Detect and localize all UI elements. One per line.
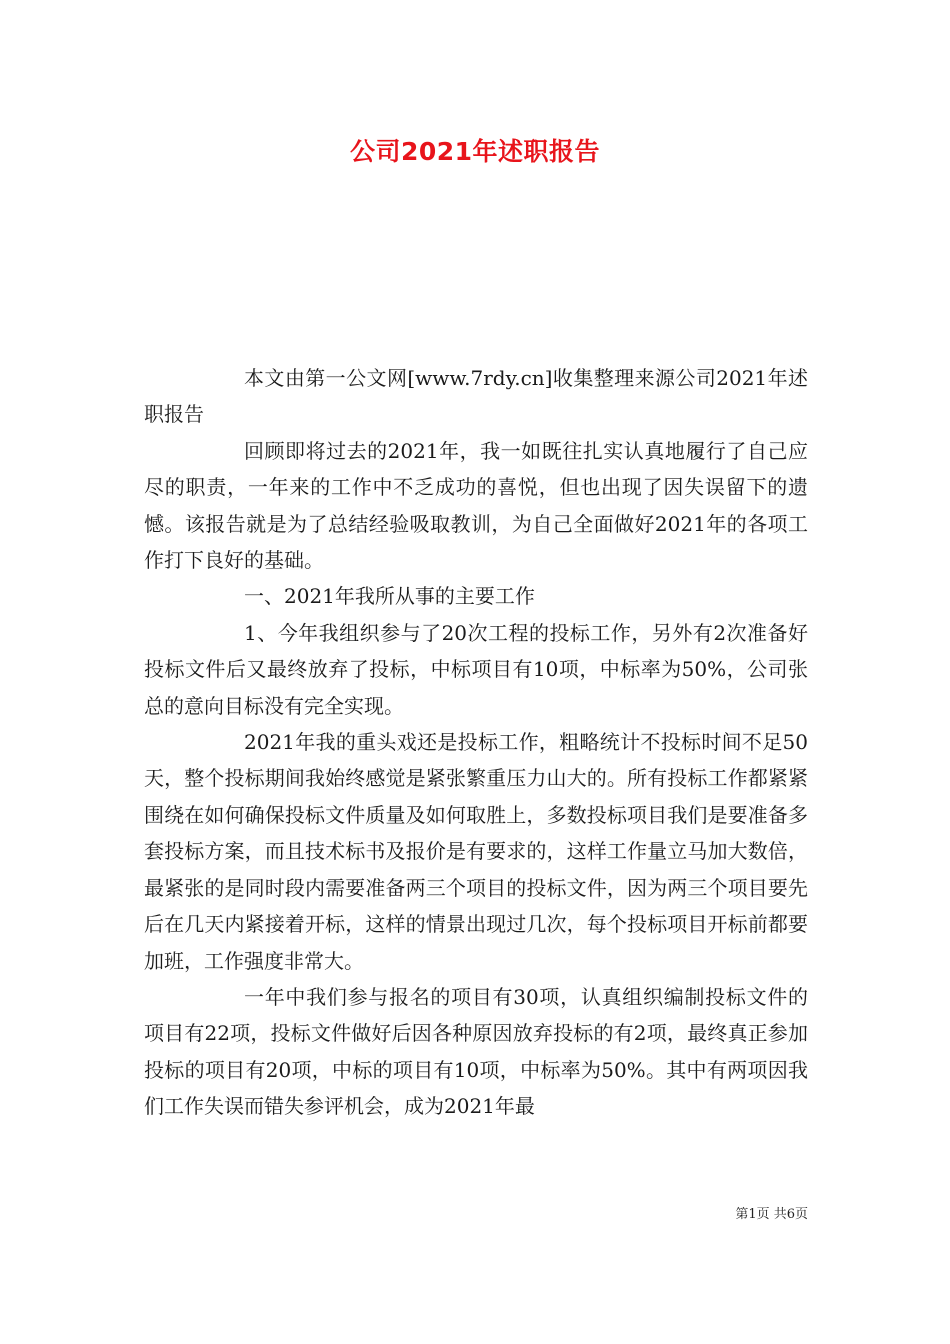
document-body: [144, 360, 808, 1125]
paragraph-bidding-work: 2021年我的重头戏还是投标工作，粗略统计不投标时间不足50天，整个投标期间我始终感觉是紧张繁重压力山大的。所有投标工作都紧紧围绕在如何确保投标文件质量及如何取胜上，多数投标项目我们是要准备多套投标方案，而且技术标书及报价是有要求的，这样工作量立马加大数倍，最紧张的是同时段内需要准备两三个项目的投标文件，因为两三个项目要先后在几天内紧接着开标，这样的情景出现过几次，每个投标项目开标前都要加班，工作强度非常大。: [144, 730, 808, 973]
document-title: 公司2021年述职报告: [349, 137, 601, 166]
page-number: 第1页 共6页: [735, 1207, 808, 1222]
paragraph-intro: 回顾即将过去的2021年，我一如既往扎实认真地履行了自己应尽的职责，一年来的工作中不乏成功的喜悦，但也出现了因失误留下的遗憾。该报告就是为了总结经验吸取教训，为自己全面做好2021年的各项工作打下良好的基础。: [144, 438, 808, 573]
paragraph-item-1: 1、今年我组织参与了20次工程的投标工作，另外有2次准备好投标文件后又最终放弃了投标，中标项目有10项，中标率为50%，公司张总的意向目标没有完全实现。: [144, 620, 808, 718]
section-heading-main-work: 一、2021年我所从事的主要工作: [244, 584, 535, 609]
paragraph-source-note: 本文由第一公文网[www.7rdy.cn]收集整理来源公司2021年述职报告: [144, 366, 808, 427]
paragraph-project-stats: 一年中我们参与报名的项目有30项，认真组织编制投标文件的项目有22项，投标文件做好后因各种原因放弃投标的有2项，最终真正参加投标的项目有20项，中标的项目有10项，中标率为50%。其中有两项因我们工作失误而错失参评机会，成为2021年最: [144, 984, 808, 1119]
